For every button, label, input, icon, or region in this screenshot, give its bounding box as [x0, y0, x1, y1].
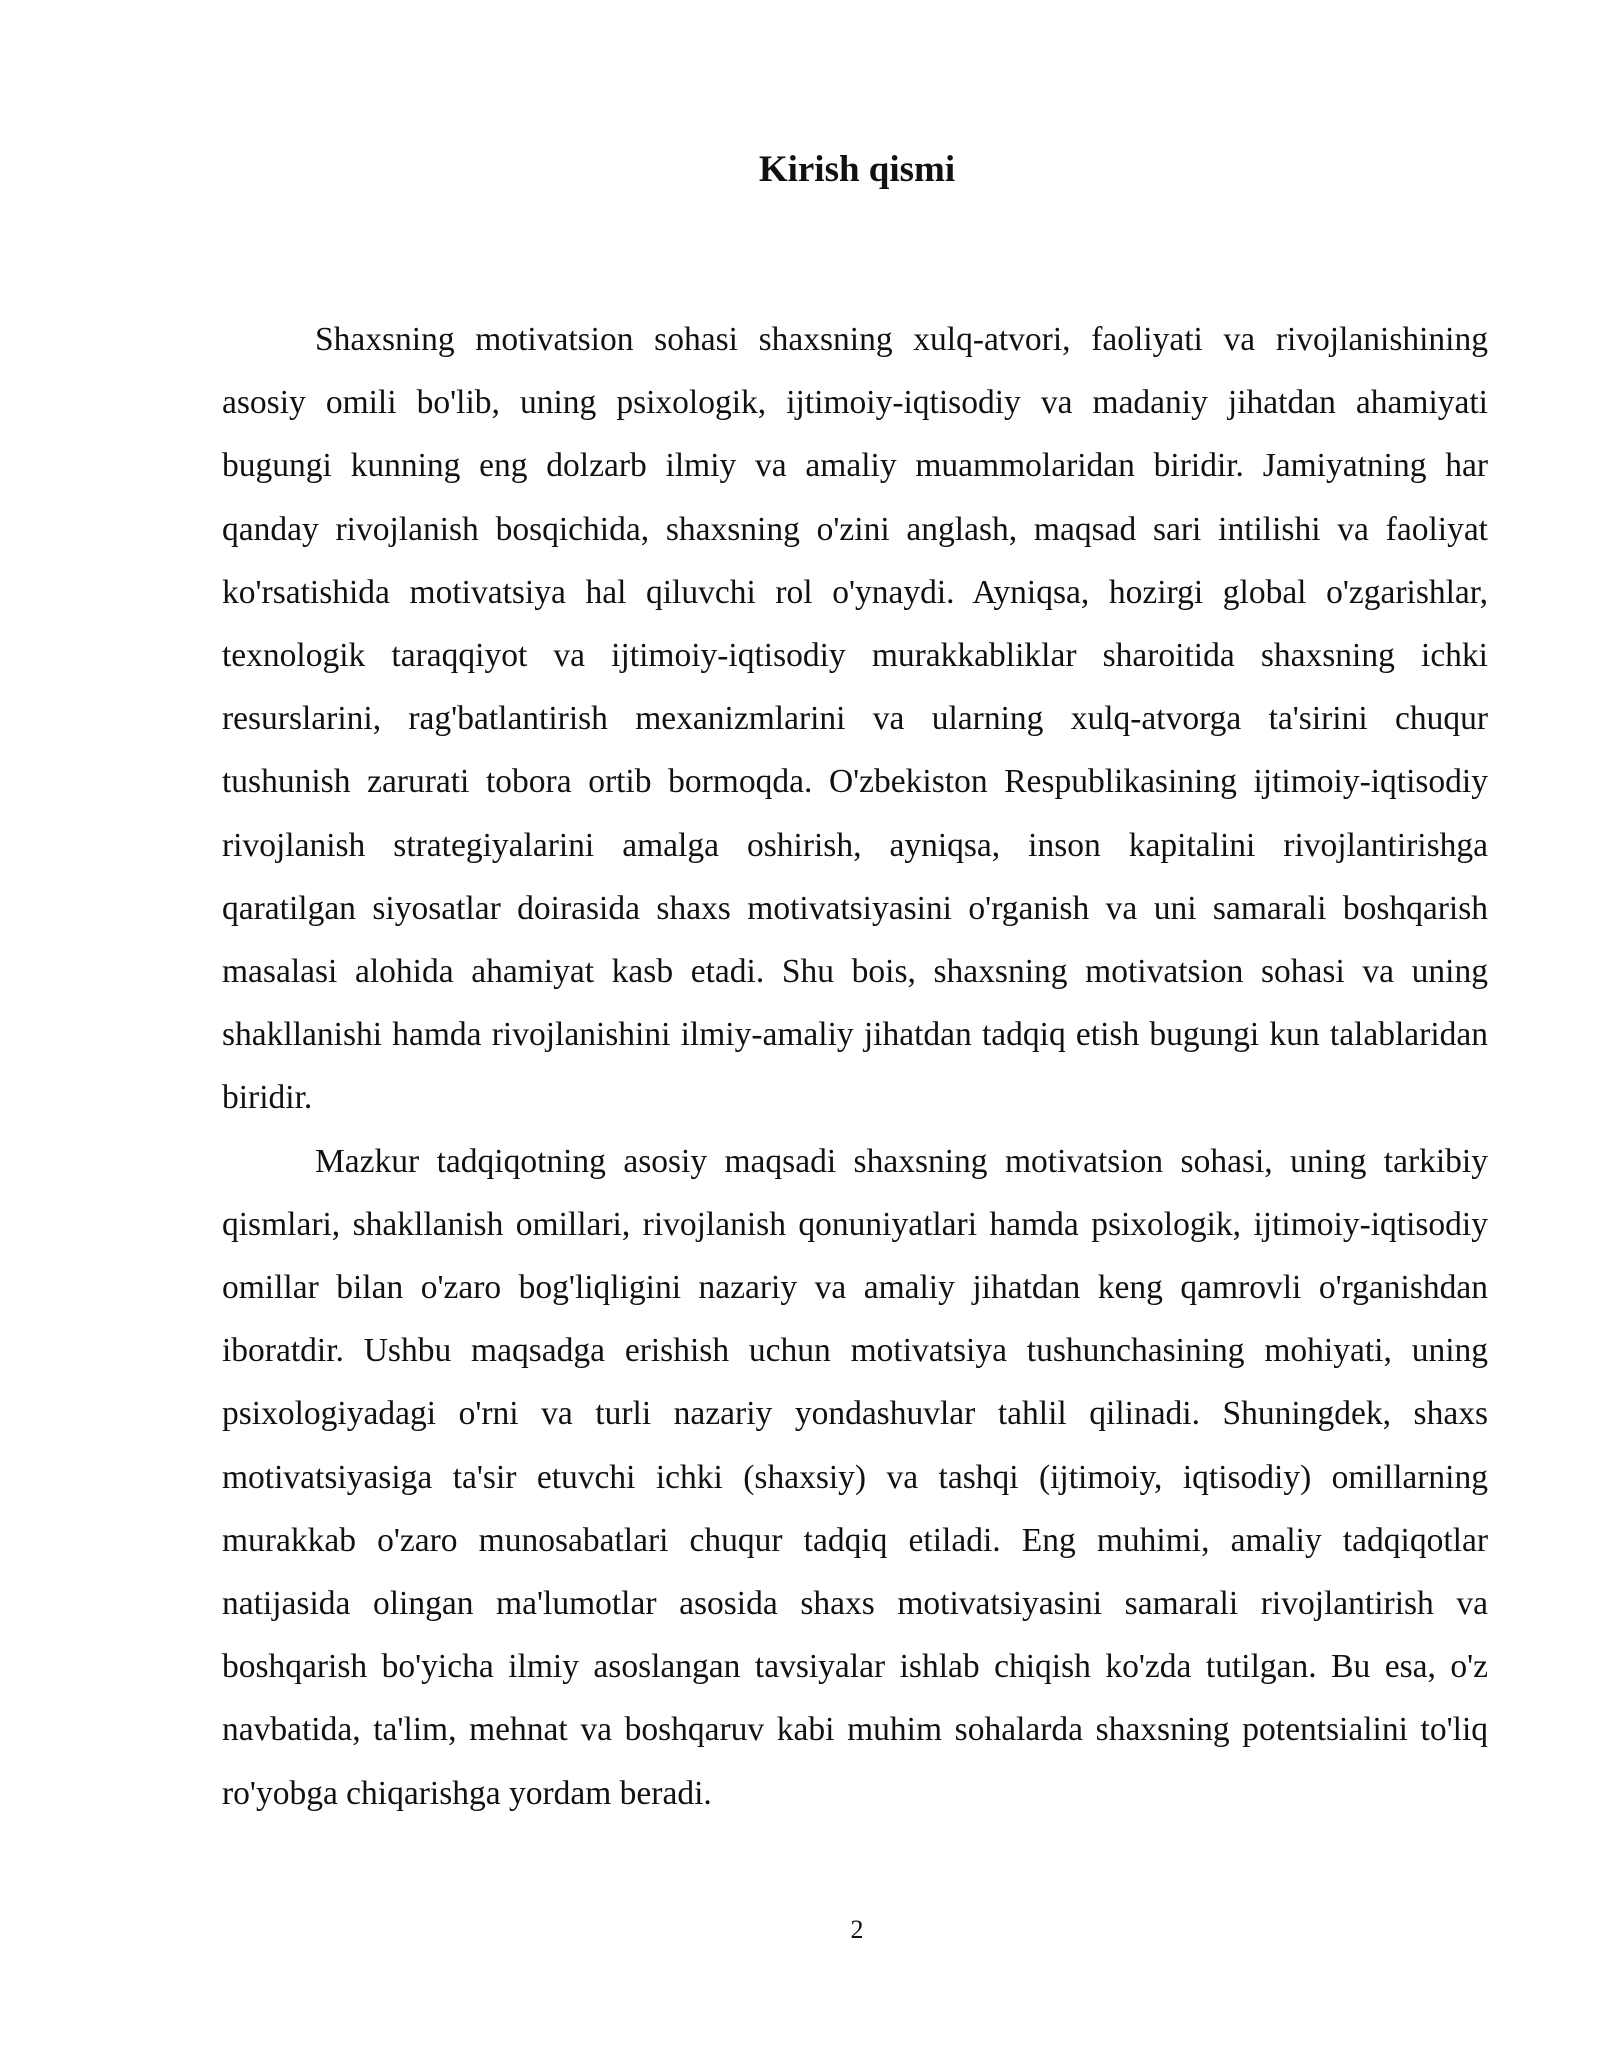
body-text	[222, 308, 1488, 1825]
paragraph-2: Mazkur tadqiqotning asosiy maqsadi shaxsning motivatsion sohasi, uning tarkibiy qismlari, shakllanish omillari, rivojlanish qonuniyatlari hamda psixologik, ijtimoiy-iqtisodiy omillar bilan o'zaro bog'liqligini nazariy va amaliy jihatdan keng qamrovli o'rganishdan iboratdir. Ushbu maqsadga erishish uchun motivatsiya tushunchasining mohiyati, uning psixologiyadagi o'rni va turli nazariy yondashuvlar tahlil qilinadi. Shuningdek, shaxs motivatsiyasiga ta'sir etuvchi ichki (shaxsiy) va tashqi (ijtimoiy, iqtisodiy) omillarning murakkab o'zaro munosabatlari chuqur tadqiq etiladi. Eng muhimi, amaliy tadqiqotlar natijasida olingan ma'lumotlar asosida shaxs motivatsiyasini samarali rivojlantirish va boshqarish bo'yicha ilmiy asoslangan tavsiyalar ishlab chiqish ko'zda tutilgan. Bu esa, o'z navbatida, ta'lim, mehnat va boshqaruv kabi muhim sohalarda shaxsning potentsialini to'liq ro'yobga chiqarishga yordam beradi.	[222, 1142, 1488, 1812]
paragraph-1: Shaxsning motivatsion sohasi shaxsning xulq-atvori, faoliyati va rivojlanishining asosiy omili bo'lib, uning psixologik, ijtimoiy-iqtisodiy va madaniy jihatdan ahamiyati bugungi kunning eng dolzarb ilmiy va amaliy muammolaridan biridir. Jamiyatning har qanday rivojlanish bosqichida, shaxsning o'zini anglash, maqsad sari intilishi va faoliyat ko'rsatishida motivatsiya hal qiluvchi rol o'ynaydi. Ayniqsa, hozirgi global o'zgarishlar, texnologik taraqqiyot va ijtimoiy-iqtisodiy murakkabliklar sharoitida shaxsning ichki resurslarini, rag'batlantirish mexanizmlarini va ularning xulq-atvorga ta'sirini chuqur tushunish zarurati tobora ortib bormoqda. O'zbekiston Respublikasining ijtimoiy-iqtisodiy rivojlanish strategiyalarini amalga oshirish, ayniqsa, inson kapitalini rivojlantirishga qaratilgan siyosatlar doirasida shaxs motivatsiyasini o'rganish va uni samarali boshqarish masalasi alohida ahamiyat kasb etadi. Shu bois, shaxsning motivatsion sohasi va uning shakllanishi hamda rivojlanishini ilmiy-amaliy jihatdan tadqiq etish bugungi kun talablaridan biridir.	[222, 321, 1488, 1117]
page-number: 2	[850, 1915, 864, 1944]
page-title: Kirish qismi	[758, 149, 956, 190]
